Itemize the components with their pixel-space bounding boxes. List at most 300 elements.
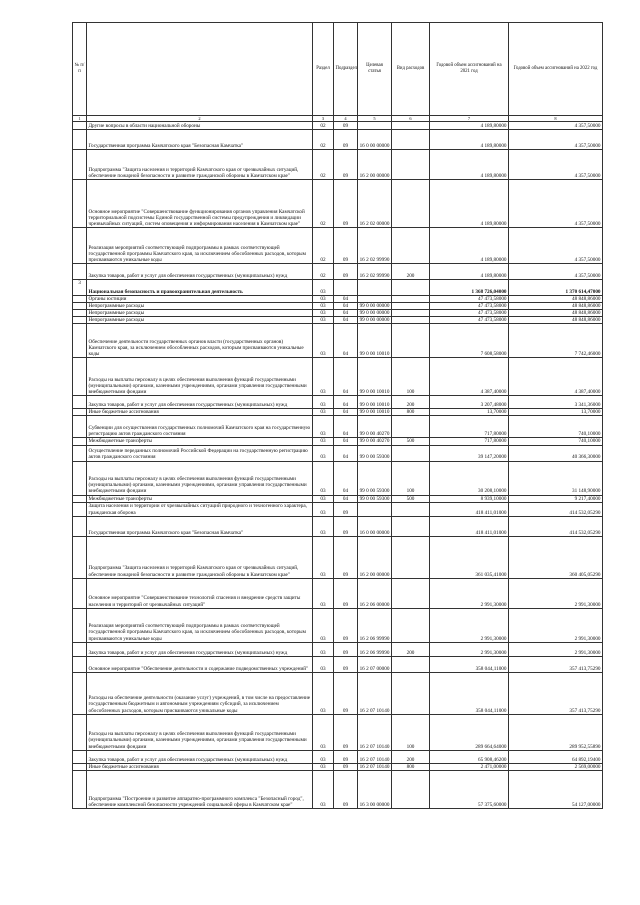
table-row [73, 303, 603, 310]
row-target-article: 99 0 00 00000 [358, 303, 392, 310]
row-target-article: 16 2 06 99990 [358, 642, 392, 656]
row-amount-2021: 39 147,20000 [430, 445, 509, 461]
row-razdel: 03 [313, 310, 334, 317]
row-target-article: 99 0 00 10010 [358, 409, 392, 416]
row-target-article: 99 0 00 59300 [358, 461, 392, 495]
row-number [73, 303, 87, 310]
row-expense-type: 100 [392, 714, 430, 750]
table-row [73, 750, 603, 763]
row-description: Закупка товаров, работ и услуг для обеспечения государственных (муниципальных) нужд [87, 396, 313, 409]
row-target-article: 99 0 00 40270 [358, 416, 392, 438]
row-razdel: 03 [313, 438, 334, 445]
row-amount-2021: 4 189,80000 [430, 180, 509, 228]
row-amount-2022: 48 848,86000 [509, 310, 603, 317]
row-razdel: 03 [313, 280, 334, 296]
row-number [73, 324, 87, 358]
row-expense-type [392, 130, 430, 150]
table-row [73, 438, 603, 445]
row-podrazdel: 09 [334, 714, 358, 750]
table-row [73, 150, 603, 180]
row-target-article: 16 2 07 10140 [358, 750, 392, 763]
row-podrazdel: 04 [334, 416, 358, 438]
row-target-article: 99 0 00 10010 [358, 396, 392, 409]
row-razdel: 02 [313, 122, 334, 130]
row-podrazdel: 04 [334, 358, 358, 396]
row-amount-2021: 13,70000 [430, 409, 509, 416]
row-amount-2021: 47 473,58000 [430, 310, 509, 317]
row-number [73, 750, 87, 763]
row-description: Расходы на выплаты персоналу в целях обеспечения выполнения функций государственными (муниципальными) органами, казенными учреждениями, органами управления государственными внебюджетными фондами [87, 358, 313, 396]
row-description: Осуществление переданных полномочий Российской Федерации на государственную регистрацию актов гражданского состояния [87, 445, 313, 461]
row-podrazdel: 04 [334, 396, 358, 409]
row-description: Иные бюджетные ассигнования [87, 763, 313, 770]
row-number [73, 461, 87, 495]
row-razdel: 03 [313, 495, 334, 502]
row-amount-2022: 4 387,40000 [509, 358, 603, 396]
row-razdel: 03 [313, 303, 334, 310]
row-razdel: 02 [313, 150, 334, 180]
row-amount-2022: 357 413,75290 [509, 672, 603, 714]
row-description: Расходы на обеспечение деятельности (оказание услуг) учреждений, в том числе на предоставление государственным бюджетным и автономным учреждениям субсидий, за исключением обособленных расходов, которым присваиваются уникальные коды [87, 672, 313, 714]
table-row [73, 416, 603, 438]
header-name [87, 23, 313, 116]
row-number [73, 228, 87, 264]
row-razdel: 03 [313, 461, 334, 495]
colnum: 1 [73, 116, 87, 122]
row-amount-2022: 414 532,05290 [509, 516, 603, 536]
budget-table [72, 22, 603, 809]
row-expense-type [392, 656, 430, 672]
row-podrazdel: 09 [334, 750, 358, 763]
row-target-article: 16 3 00 00000 [358, 770, 392, 808]
row-amount-2022: 7 742,46000 [509, 324, 603, 358]
row-description: Подпрограмма "Построение и развитие аппаратно-программного комплекса "Безопасный город", обеспечение комплексной безопасности учреждений социальной сферы в Камчатском крае" [87, 770, 313, 808]
row-amount-2021: 358 044,11000 [430, 672, 509, 714]
row-podrazdel: 04 [334, 409, 358, 416]
row-razdel: 03 [313, 714, 334, 750]
row-amount-2022: 740,10000 [509, 416, 603, 438]
row-amount-2022: 2 991,30000 [509, 578, 603, 608]
row-number [73, 317, 87, 324]
row-amount-2022: 31 148,90000 [509, 461, 603, 495]
row-expense-type [392, 502, 430, 516]
header-year-2022: Годовой объем ассигнований на 2022 год [509, 23, 603, 116]
table-row [73, 461, 603, 495]
row-expense-type: 200 [392, 642, 430, 656]
row-podrazdel: 09 [334, 642, 358, 656]
row-number [73, 714, 87, 750]
row-amount-2022: 360 405,05290 [509, 536, 603, 578]
row-amount-2022: 4 357,50000 [509, 264, 603, 280]
row-expense-type [392, 324, 430, 358]
table-row [73, 280, 603, 296]
row-number [73, 180, 87, 228]
table-row [73, 770, 603, 808]
row-amount-2021: 4 189,80000 [430, 122, 509, 130]
header-razdel: Раздел [313, 23, 334, 116]
row-expense-type [392, 150, 430, 180]
row-description: Иные бюджетные ассигнования [87, 409, 313, 416]
row-expense-type [392, 280, 430, 296]
row-amount-2021: 47 473,58000 [430, 296, 509, 303]
row-expense-type: 200 [392, 264, 430, 280]
row-razdel: 03 [313, 672, 334, 714]
header-podrazdel: Подраздел [334, 23, 358, 116]
row-podrazdel: 04 [334, 461, 358, 495]
table-row [73, 445, 603, 461]
row-target-article: 99 0 00 59300 [358, 495, 392, 502]
row-amount-2021: 30 208,10000 [430, 461, 509, 495]
row-number [73, 672, 87, 714]
row-amount-2022: 2 991,30000 [509, 642, 603, 656]
row-description: Закупка товаров, работ и услуг для обеспечения государственных (муниципальных) нужд [87, 750, 313, 763]
row-expense-type: 800 [392, 763, 430, 770]
row-expense-type [392, 416, 430, 438]
row-amount-2021: 8 939,10000 [430, 495, 509, 502]
colnum: 4 [334, 116, 358, 122]
table-row [73, 409, 603, 416]
table-row [73, 516, 603, 536]
row-description: Закупка товаров, работ и услуг для обеспечения государственных (муниципальных) нужд [87, 642, 313, 656]
row-description: Субвенции для осуществления государственных полномочий Камчатского края на государственную регистрацию актов гражданского состояния [87, 416, 313, 438]
row-description: Реализация мероприятий соответствующей подпрограммы в рамках соответствующей государственной программы Камчатского края, за исключением обособленных расходов, которым присваиваются уникальные коды [87, 228, 313, 264]
row-number [73, 516, 87, 536]
row-number [73, 150, 87, 180]
row-expense-type [392, 608, 430, 642]
row-description: Непрограммные расходы [87, 303, 313, 310]
table-row [73, 536, 603, 578]
row-amount-2022: 4 357,50000 [509, 150, 603, 180]
row-amount-2022: 48 848,86000 [509, 303, 603, 310]
row-podrazdel: 04 [334, 317, 358, 324]
row-number [73, 536, 87, 578]
row-number [73, 264, 87, 280]
row-target-article: 16 2 06 00000 [358, 578, 392, 608]
row-expense-type [392, 317, 430, 324]
row-podrazdel [334, 280, 358, 296]
row-amount-2022: 2 569,00000 [509, 763, 603, 770]
row-target-article: 16 2 02 99990 [358, 264, 392, 280]
row-expense-type [392, 445, 430, 461]
row-number [73, 409, 87, 416]
row-description: Межбюджетные трансферты [87, 438, 313, 445]
row-razdel: 02 [313, 180, 334, 228]
row-description: Защита населения и территории от чрезвычайных ситуаций природного и техногенного характера, гражданская оборона [87, 502, 313, 516]
row-amount-2022: 2 991,30000 [509, 608, 603, 642]
row-number [73, 578, 87, 608]
row-razdel: 03 [313, 416, 334, 438]
table-row [73, 180, 603, 228]
row-expense-type [392, 578, 430, 608]
row-amount-2021: 4 387,40000 [430, 358, 509, 396]
row-number [73, 642, 87, 656]
row-amount-2022: 3 341,36000 [509, 396, 603, 409]
row-amount-2022: 40 366,30000 [509, 445, 603, 461]
row-amount-2021: 4 189,80000 [430, 264, 509, 280]
row-target-article: 16 2 06 99990 [358, 608, 392, 642]
row-razdel: 03 [313, 763, 334, 770]
row-razdel: 03 [313, 445, 334, 461]
colnum: 6 [392, 116, 430, 122]
row-description: Непрограммные расходы [87, 310, 313, 317]
row-amount-2022: 4 357,50000 [509, 180, 603, 228]
table-row [73, 264, 603, 280]
row-target-article: 16 2 02 00000 [358, 180, 392, 228]
row-podrazdel: 09 [334, 122, 358, 130]
row-podrazdel: 09 [334, 228, 358, 264]
row-target-article [358, 296, 392, 303]
row-target-article: 16 0 00 00000 [358, 130, 392, 150]
row-description: Реализация мероприятий соответствующей подпрограммы в рамках соответствующей государственной программы Камчатского края, за исключением обособленных расходов, которым присваиваются уникальные коды [87, 608, 313, 642]
row-podrazdel: 09 [334, 672, 358, 714]
row-expense-type [392, 228, 430, 264]
row-podrazdel: 09 [334, 578, 358, 608]
row-expense-type [392, 770, 430, 808]
table-row [73, 714, 603, 750]
row-razdel: 02 [313, 130, 334, 150]
colnum: 3 [313, 116, 334, 122]
row-expense-type: 100 [392, 358, 430, 396]
table-row [73, 324, 603, 358]
row-amount-2021: 361 035,41000 [430, 536, 509, 578]
row-podrazdel: 04 [334, 495, 358, 502]
row-podrazdel: 09 [334, 264, 358, 280]
row-podrazdel: 09 [334, 608, 358, 642]
row-target-article: 99 0 00 10010 [358, 324, 392, 358]
row-number: 3 [73, 280, 87, 296]
row-podrazdel: 04 [334, 310, 358, 317]
row-razdel: 03 [313, 317, 334, 324]
row-amount-2021: 1 368 726,04000 [430, 280, 509, 296]
row-description: Обеспечение деятельности государственных органов власти (государственных органов) Камчатского края, за исключением обособленных расходов, которым присваиваются уникальные коды [87, 324, 313, 358]
row-podrazdel: 04 [334, 445, 358, 461]
table-row [73, 296, 603, 303]
table-header-row [73, 23, 603, 116]
row-description: Расходы на выплаты персоналу в целях обеспечения выполнения функций государственными (муниципальными) органами, казенными учреждениями, органами управления государственными внебюджетными фондами [87, 714, 313, 750]
row-target-article: 99 0 00 59300 [358, 445, 392, 461]
row-target-article: 16 2 02 99990 [358, 228, 392, 264]
row-amount-2021: 65 908,46200 [430, 750, 509, 763]
row-target-article: 16 2 07 10140 [358, 763, 392, 770]
row-expense-type [392, 672, 430, 714]
row-podrazdel: 09 [334, 130, 358, 150]
row-description: Основное мероприятие "Совершенствование функционирования органов управления Камчатской территориальной подсистемы Единой государственной системы предупреждения и ликвидации чрезвычайных ситуаций, систем оповещения и информирования населения в Камчатском крае" [87, 180, 313, 228]
row-amount-2022: 1 370 614,47000 [509, 280, 603, 296]
row-number [73, 495, 87, 502]
row-amount-2021: 289 664,64000 [430, 714, 509, 750]
row-description: Закупка товаров, работ и услуг для обеспечения государственных (муниципальных) нужд [87, 264, 313, 280]
colnum: 2 [87, 116, 313, 122]
row-description: Подпрограмма "Защита населения и территорий Камчатского края от чрезвычайных ситуаций, обеспечение пожарной безопасности и развитие гражданской обороны в Камчатском крае" [87, 536, 313, 578]
row-target-article [358, 502, 392, 516]
table-row [73, 317, 603, 324]
row-description: Основное мероприятие "Обеспечение деятельности и содержание подведомственных учреждений" [87, 656, 313, 672]
row-number [73, 608, 87, 642]
row-target-article: 99 0 00 40270 [358, 438, 392, 445]
row-number [73, 416, 87, 438]
row-amount-2021: 358 044,11000 [430, 656, 509, 672]
row-expense-type [392, 310, 430, 317]
row-podrazdel: 04 [334, 438, 358, 445]
row-description: Национальная безопасность и правоохранительная деятельность [87, 280, 313, 296]
row-podrazdel: 09 [334, 656, 358, 672]
colnum: 5 [358, 116, 392, 122]
row-amount-2021: 47 473,58000 [430, 317, 509, 324]
row-expense-type [392, 536, 430, 578]
row-amount-2022: 289 952,55890 [509, 714, 603, 750]
row-razdel: 03 [313, 516, 334, 536]
row-amount-2022: 54 127,00000 [509, 770, 603, 808]
row-razdel: 03 [313, 409, 334, 416]
row-target-article: 99 0 00 10010 [358, 358, 392, 396]
table-row [73, 130, 603, 150]
row-razdel: 02 [313, 228, 334, 264]
row-amount-2022: 357 413,75290 [509, 656, 603, 672]
row-razdel: 03 [313, 770, 334, 808]
row-number [73, 310, 87, 317]
table-body [73, 122, 603, 809]
budget-sheet [72, 22, 602, 809]
row-target-article: 16 2 00 00000 [358, 150, 392, 180]
row-amount-2021: 2 471,00000 [430, 763, 509, 770]
row-razdel: 03 [313, 656, 334, 672]
row-podrazdel: 09 [334, 502, 358, 516]
row-description: Расходы на выплаты персоналу в целях обеспечения выполнения функций государственными (муниципальными) органами, казенными учреждениями, органами управления государственными внебюджетными фондами [87, 461, 313, 495]
row-description: Государственная программа Камчатского края "Безопасная Камчатка" [87, 130, 313, 150]
row-expense-type [392, 303, 430, 310]
row-razdel: 03 [313, 296, 334, 303]
row-podrazdel: 09 [334, 763, 358, 770]
table-row [73, 578, 603, 608]
table-row [73, 122, 603, 130]
table-row [73, 672, 603, 714]
row-razdel: 02 [313, 264, 334, 280]
row-number [73, 770, 87, 808]
row-amount-2021: 2 991,30000 [430, 578, 509, 608]
row-number [73, 296, 87, 303]
header-num: № п/п [73, 23, 87, 116]
row-description: Межбюджетные трансферты [87, 495, 313, 502]
row-target-article: 99 0 00 00000 [358, 310, 392, 317]
table-row [73, 310, 603, 317]
colnum: 8 [509, 116, 603, 122]
row-amount-2022: 4 357,50000 [509, 122, 603, 130]
row-number [73, 130, 87, 150]
row-razdel: 03 [313, 750, 334, 763]
row-amount-2021: 4 189,80000 [430, 150, 509, 180]
row-podrazdel: 04 [334, 296, 358, 303]
row-expense-type [392, 516, 430, 536]
row-expense-type [392, 180, 430, 228]
row-podrazdel: 09 [334, 150, 358, 180]
row-target-article: 16 0 00 00000 [358, 516, 392, 536]
row-amount-2022: 4 357,50000 [509, 228, 603, 264]
row-razdel: 03 [313, 608, 334, 642]
row-description: Основное мероприятие "Совершенствование технологий спасения и внедрение средств защиты населения и территорий от чрезвычайных ситуаций" [87, 578, 313, 608]
row-razdel: 03 [313, 358, 334, 396]
row-razdel: 03 [313, 642, 334, 656]
row-razdel: 03 [313, 578, 334, 608]
table-row [73, 642, 603, 656]
row-description: Органы юстиции [87, 296, 313, 303]
header-target-article: Целевая статья [358, 23, 392, 116]
row-razdel: 03 [313, 324, 334, 358]
row-amount-2021: 717,80000 [430, 438, 509, 445]
row-target-article [358, 122, 392, 130]
table-row [73, 495, 603, 502]
row-target-article: 16 2 00 00000 [358, 536, 392, 578]
row-number [73, 502, 87, 516]
row-amount-2021: 4 189,80000 [430, 130, 509, 150]
row-podrazdel: 09 [334, 536, 358, 578]
row-amount-2022: 414 532,05290 [509, 502, 603, 516]
row-target-article: 16 2 07 10140 [358, 672, 392, 714]
row-amount-2022: 740,10000 [509, 438, 603, 445]
row-number [73, 358, 87, 396]
row-amount-2021: 3 207,48000 [430, 396, 509, 409]
row-description: Государственная программа Камчатского края "Безопасная Камчатка" [87, 516, 313, 536]
row-amount-2022: 9 217,40000 [509, 495, 603, 502]
header-expense-type: Вид расходов [392, 23, 430, 116]
row-amount-2022: 4 357,50000 [509, 130, 603, 150]
row-podrazdel: 09 [334, 180, 358, 228]
row-description: Непрограммные расходы [87, 317, 313, 324]
row-target-article [358, 280, 392, 296]
row-amount-2021: 717,80000 [430, 416, 509, 438]
table-row [73, 656, 603, 672]
row-number [73, 122, 87, 130]
row-description: Другие вопросы в области национальной обороны [87, 122, 313, 130]
row-podrazdel: 09 [334, 770, 358, 808]
row-razdel: 03 [313, 536, 334, 578]
row-amount-2021: 4 189,80000 [430, 228, 509, 264]
table-row [73, 396, 603, 409]
row-razdel: 03 [313, 396, 334, 409]
row-amount-2021: 418 411,01000 [430, 516, 509, 536]
row-amount-2021: 418 411,01000 [430, 502, 509, 516]
row-description: Подпрограмма "Защита населения и территорий Камчатского края от чрезвычайных ситуаций, обеспечение пожарной безопасности и развитие гражданской обороны в Камчатском крае" [87, 150, 313, 180]
row-amount-2022: 64 892,19400 [509, 750, 603, 763]
row-expense-type: 800 [392, 409, 430, 416]
table-row [73, 763, 603, 770]
row-number [73, 763, 87, 770]
row-amount-2022: 13,70000 [509, 409, 603, 416]
row-amount-2021: 7 608,58000 [430, 324, 509, 358]
row-amount-2021: 2 991,30000 [430, 608, 509, 642]
row-target-article: 99 0 00 00000 [358, 317, 392, 324]
row-amount-2021: 2 991,30000 [430, 642, 509, 656]
colnum: 7 [430, 116, 509, 122]
row-number [73, 445, 87, 461]
table-row [73, 608, 603, 642]
header-year-2021: Годовой объем ассигнований на 2021 год [430, 23, 509, 116]
row-amount-2021: 47 473,58000 [430, 303, 509, 310]
row-number [73, 396, 87, 409]
row-expense-type [392, 122, 430, 130]
row-number [73, 438, 87, 445]
row-expense-type: 200 [392, 750, 430, 763]
row-target-article: 16 2 07 00000 [358, 656, 392, 672]
row-amount-2022: 48 848,86000 [509, 317, 603, 324]
row-expense-type: 500 [392, 438, 430, 445]
row-podrazdel: 09 [334, 516, 358, 536]
table-row [73, 358, 603, 396]
row-expense-type [392, 296, 430, 303]
row-amount-2021: 57 375,60000 [430, 770, 509, 808]
table-row [73, 228, 603, 264]
row-podrazdel: 04 [334, 324, 358, 358]
row-amount-2022: 48 848,86000 [509, 296, 603, 303]
